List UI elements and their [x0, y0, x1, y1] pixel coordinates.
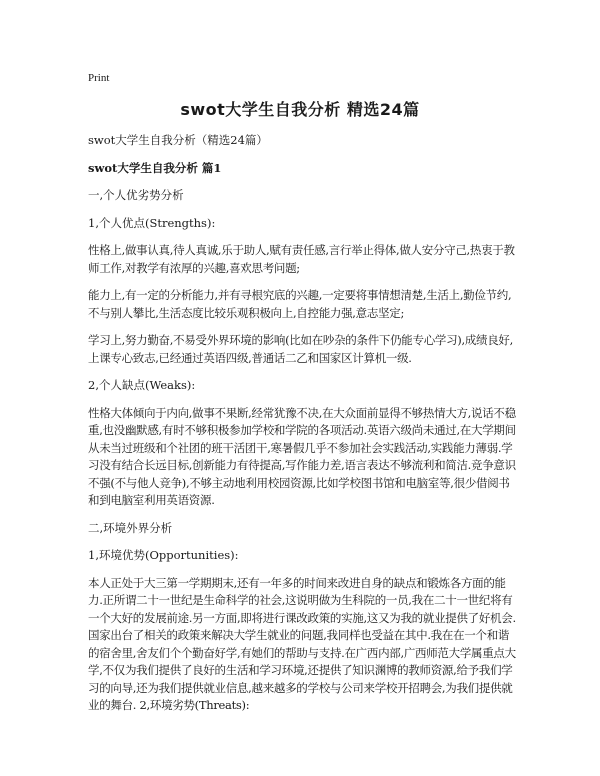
subsection-weaknesses: 2,个人缺点(Weaks): — [88, 378, 196, 392]
print-label[interactable]: Print — [88, 72, 110, 84]
paragraph-ability: 能力上,有一定的分析能力,并有寻根究底的兴趣,一定要将事情想清楚,生活上,勤俭节约,不与别人攀比,生活态度比较乐观积极向上,自控能力强,意志坚定; — [88, 288, 512, 320]
paragraph-opportunities: 本人正处于大三第一学期期末,还有一年多的时间来改进自身的缺点和锻炼各方面的能力.正所谓二十一世纪是生命科学的社会,这说明做为生科院的一员,我在二十一世纪将有一个大好的发展前途.另一方面,即将进行课改政策的实施,这又为我的就业提供了好机会.国家出台了相关的政策来解决大学生就业的问题,我同样也受益在其中.我在在一个和谐的宿舍里,舍友们个个勤奋好学,有她们的帮助与支持.在广西内部,广西师范大学属重点大学,不仅为我们提供了良好的生活和学习环境,还提供了知识渊博的教师资源,给予我们学习的向导,还为我们提供就业信息,越来越多的学校与公司来学校开招聘会,为我们提供就业的舞台. 2,环境劣势(Threats): — [88, 575, 516, 712]
subsection-strengths: 1,个人优点(Strengths): — [88, 215, 216, 230]
paragraph-study: 学习上,努力勤奋,不易受外界环境的影响(比如在吵杂的条件下仍能专心学习),成绩良好,上课专心致志,已经通过英语四级,普通话二乙和国家区计算机一级. — [88, 333, 513, 365]
subsection-opportunities: 1,环境优势(Opportunities): — [88, 548, 239, 562]
paragraph-weaknesses: 性格大体倾向于内向,做事不果断,经常犹豫不决,在大众面前显得不够热情大方,说话不稳重,也没幽默感,有时不够积极参加学校和学院的各项活动.英语六级尚未通过,在大学期间从未当过班级和个社团的班干活团干,寒暑假几乎不参加社会实践活动,实践能力薄弱.学习没有结合长远目标,创新能力有待提高,写作能力差,语言表达不够流利和简洁.竞争意识不强(不与他人竞争),不够主动地利用校园资源,比如学校图书馆和电脑室等,很少借阅书和到电脑室利用英语资源. — [88, 405, 516, 507]
article-heading: swot大学生自我分析 篇1 — [88, 160, 222, 175]
paragraph-personality: 性格上,做事认真,待人真诚,乐于助人,赋有责任感,言行举止得体,做人安分守己,热衷于教师工作,对教学有浓厚的兴趣,喜欢思考问题; — [88, 243, 515, 275]
document-subtitle: swot大学生自我分析（精选24篇） — [88, 133, 268, 147]
article-body — [88, 132, 520, 725]
section-heading-1: 一,个人优劣势分析 — [88, 188, 184, 202]
page-title: swot大学生自我分析 精选24篇 — [180, 100, 420, 119]
section-heading-2: 二,环境外界分析 — [88, 520, 173, 535]
